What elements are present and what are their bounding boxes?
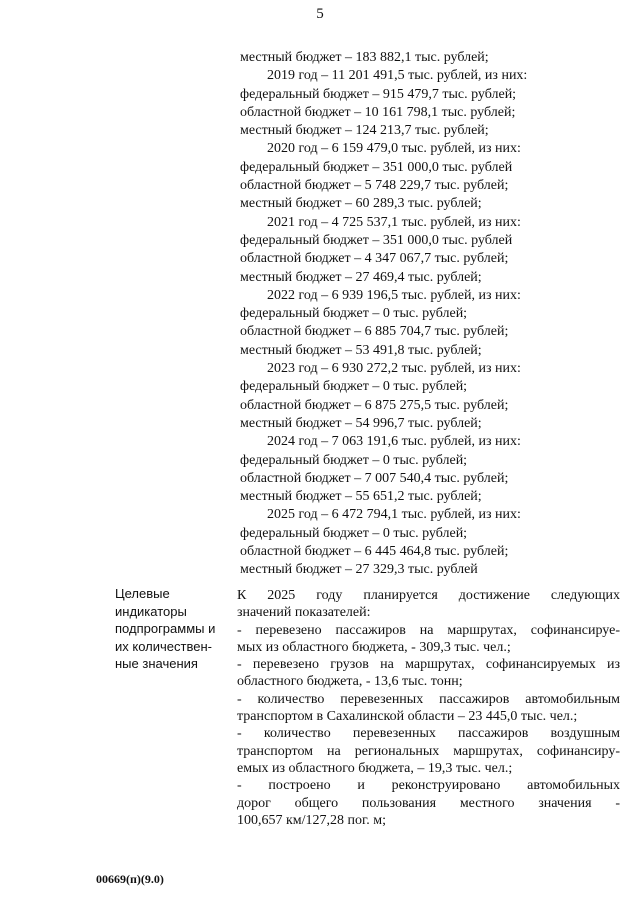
budget-year-line: 2025 год – 6 472 794,1 тыс. рублей, из них: bbox=[267, 507, 521, 523]
indicators-line: транспортом на региональных маршрутах, софинансиру- bbox=[237, 743, 620, 759]
indicators-label-line: ные значения bbox=[115, 656, 198, 672]
page-number: 5 bbox=[316, 6, 324, 22]
budget-year-line: 2024 год – 7 063 191,6 тыс. рублей, из них: bbox=[267, 434, 521, 450]
budget-year-line: 2020 год – 6 159 479,0 тыс. рублей, из них: bbox=[267, 141, 521, 157]
budget-year-line: 2023 год – 6 930 272,2 тыс. рублей, из них: bbox=[267, 361, 521, 377]
indicators-line: - перевезено грузов на маршрутах, софинансируемых из bbox=[237, 657, 620, 673]
budget-line: областной бюджет – 7 007 540,4 тыс. рублей; bbox=[240, 470, 509, 486]
indicators-line: значений показателей: bbox=[237, 605, 371, 621]
indicators-label bbox=[115, 585, 230, 673]
budget-line: областной бюджет – 6 875 275,5 тыс. рублей; bbox=[240, 397, 509, 413]
budget-line: местный бюджет – 55 651,2 тыс. рублей; bbox=[240, 489, 482, 505]
indicators-line: дорог общего пользования местного значения - bbox=[237, 795, 620, 811]
budget-line: областной бюджет – 5 748 229,7 тыс. рублей; bbox=[240, 178, 509, 194]
budget-line: федеральный бюджет – 351 000,0 тыс. рублей bbox=[240, 232, 513, 248]
budget-line: местный бюджет – 27 469,4 тыс. рублей; bbox=[240, 269, 482, 285]
indicators-line: К 2025 году планируется достижение следующих bbox=[237, 588, 620, 603]
budget-line: областной бюджет – 10 161 798,1 тыс. рублей; bbox=[240, 104, 516, 120]
indicators-label-line: подпрограммы и bbox=[115, 621, 216, 637]
budget-line: местный бюджет – 54 996,7 тыс. рублей; bbox=[240, 415, 482, 431]
indicators-line: - построено и реконструировано автомобильных bbox=[237, 778, 620, 794]
budget-line: областной бюджет – 4 347 067,7 тыс. рублей; bbox=[240, 251, 509, 267]
indicators-label-line: индикаторы bbox=[115, 603, 187, 619]
budget-line: федеральный бюджет – 0 тыс. рублей; bbox=[240, 306, 468, 322]
indicators-line: - количество перевезенных пассажиров автомобильным bbox=[237, 691, 620, 707]
budget-line: федеральный бюджет – 915 479,7 тыс. рублей; bbox=[240, 86, 517, 102]
budget-line: местный бюджет – 60 289,3 тыс. рублей; bbox=[240, 196, 482, 212]
indicators-text bbox=[237, 587, 620, 829]
indicators-line: областного бюджета, - 13,6 тыс. тонн; bbox=[237, 674, 463, 690]
budget-line: местный бюджет – 53 491,8 тыс. рублей; bbox=[240, 342, 482, 358]
budget-line: федеральный бюджет – 351 000,0 тыс. рублей bbox=[240, 159, 513, 175]
budget-line: областной бюджет – 6 885 704,7 тыс. рублей; bbox=[240, 324, 509, 340]
indicators-line: мых из областного бюджета, - 309,3 тыс. чел.; bbox=[237, 639, 511, 655]
budget-breakdown bbox=[240, 49, 570, 580]
budget-line: местный бюджет – 183 882,1 тыс. рублей; bbox=[240, 50, 489, 65]
indicators-line: - перевезено пассажиров на маршрутах, софинансируе- bbox=[237, 622, 620, 638]
indicators-label-line: Целевые bbox=[115, 586, 170, 601]
indicators-line: - количество перевезенных пассажиров воздушным bbox=[237, 726, 620, 742]
budget-line: областной бюджет – 6 445 464,8 тыс. рублей; bbox=[240, 544, 509, 560]
budget-line: местный бюджет – 124 213,7 тыс. рублей; bbox=[240, 123, 489, 139]
budget-year-line: 2019 год – 11 201 491,5 тыс. рублей, из них: bbox=[267, 68, 528, 84]
indicators-line: транспортом в Сахалинской области – 23 445,0 тыс. чел.; bbox=[237, 709, 578, 725]
budget-line: федеральный бюджет – 0 тыс. рублей; bbox=[240, 525, 468, 541]
indicators-line: 100,657 км/127,28 пог. м; bbox=[237, 812, 386, 828]
budget-year-line: 2022 год – 6 939 196,5 тыс. рублей, из них: bbox=[267, 287, 521, 303]
indicators-line: емых из областного бюджета, – 19,3 тыс. чел.; bbox=[237, 760, 513, 776]
budget-line: местный бюджет – 27 329,3 тыс. рублей bbox=[240, 562, 478, 578]
budget-year-line: 2021 год – 4 725 537,1 тыс. рублей, из них: bbox=[267, 214, 521, 230]
budget-line: федеральный бюджет – 0 тыс. рублей; bbox=[240, 452, 468, 468]
indicators-label-line: их количествен- bbox=[115, 638, 212, 654]
document-code: 00669(п)(9.0) bbox=[96, 872, 164, 886]
budget-line: федеральный бюджет – 0 тыс. рублей; bbox=[240, 379, 468, 395]
